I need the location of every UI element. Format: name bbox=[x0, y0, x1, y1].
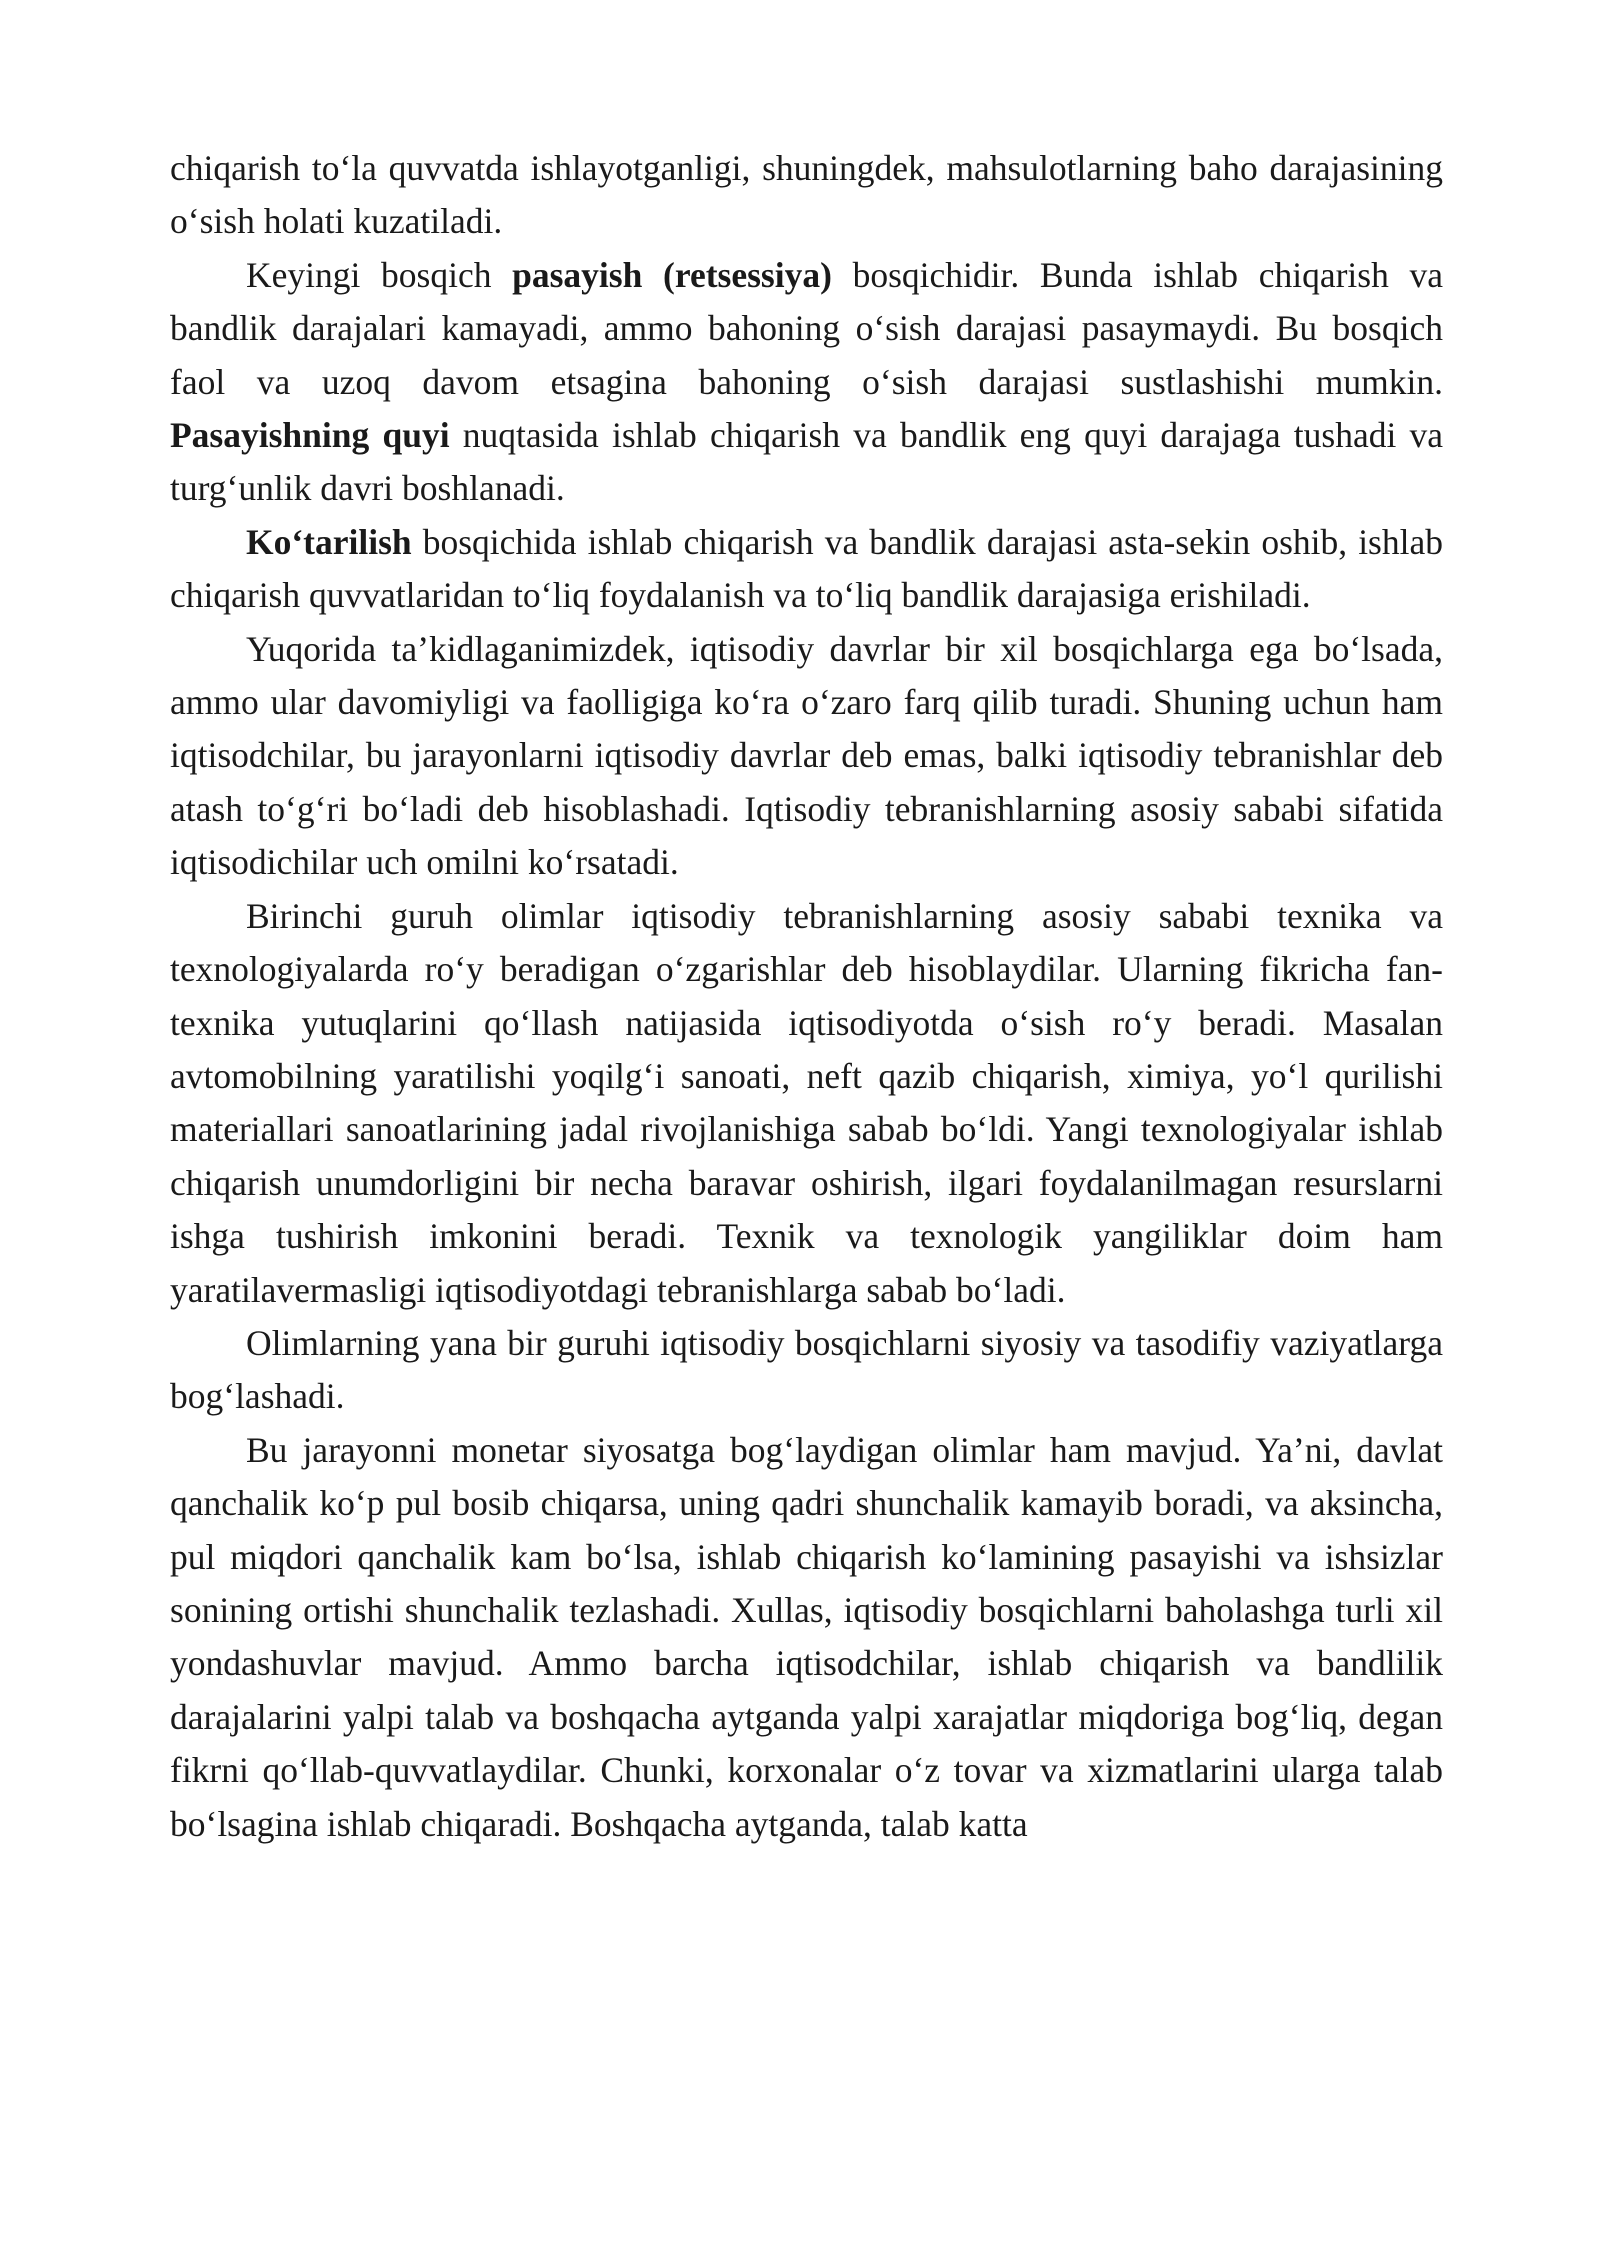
paragraph-economic-fluctuations: Yuqorida ta’kidlaganimizdek, iqtisodiy davrlar bir xil bosqichlarga ega bo‘lsada, ammo ular davomiyligi va faolligiga ko‘ra o‘zaro farq qilib turadi. Shuning uchun ham iqtisodchilar, bu jarayonlarni iqtisodiy davrlar deb emas, balki iqtisodiy tebranishlar deb atash to‘g‘ri bo‘ladi deb hisoblashadi. Iqtisodiy tebranishlarning asosiy sababi sifatida iqtisodichilar uch omilni ko‘rsatadi. bbox=[170, 628, 1443, 883]
paragraph-text: nuqtasida ishlab chiqarish va bandlik eng quyi darajaga tushadi va turg‘unlik davri boshlanadi. bbox=[170, 415, 1443, 509]
document-page bbox=[170, 142, 1443, 1851]
paragraph-monetary-cause: Bu jarayonni monetar siyosatga bog‘laydigan olimlar ham mavjud. Ya’ni, davlat qanchalik ko‘p pul bosib chiqarsa, uning qadri shunchalik kamayib boradi, va aksincha, pul miqdori qanchalik kam bo‘lsa, ishlab chiqarish ko‘lamining pasayishi va ishsizlar sonining ortishi shunchalik tezlashadi. Xullas, iqtisodiy bosqichlarni baholashga turli xil yondashuvlar mavjud. Ammo barcha iqtisodchilar, ishlab chiqarish va bandlilik darajalarini yalpi talab va boshqacha aytganda yalpi xarajatlar miqdoriga bog‘liq, degan fikrni qo‘llab-quvvatlaydilar. Chunki, korxonalar o‘z tovar va xizmatlarini ularga talab bo‘lsagina ishlab chiqaradi. Boshqacha aytganda, talab katta bbox=[170, 1429, 1443, 1844]
paragraph-text: Keyingi bosqich bbox=[246, 254, 513, 295]
paragraph-recession bbox=[170, 249, 1443, 516]
paragraph-text: bosqichidir. Bunda ishlab chiqarish va bandlik darajalari kamayadi, ammo bahoning o‘sish darajasi pasaymaydi. Bu bosqich faol va uzoq davom etsagina bahoning o‘sish darajasi sustlashishi mumkin. bbox=[170, 254, 1443, 402]
term-recession: pasayish (retsessiya) bbox=[512, 254, 832, 295]
paragraph-text: bosqichida ishlab chiqarish va bandlik darajasi asta-sekin oshib, ishlab chiqarish quvvatlaridan to‘liq foydalanish va to‘liq bandlik darajasiga erishiladi. bbox=[170, 521, 1443, 616]
paragraph-expansion bbox=[170, 516, 1443, 623]
paragraph-continuation: chiqarish to‘la quvvatda ishlayotganligi, shuningdek, mahsulotlarning baho darajasining o‘sish holati kuzatiladi. bbox=[170, 148, 1443, 242]
paragraph-technology-cause: Birinchi guruh olimlar iqtisodiy tebranishlarning asosiy sababi texnika va texnologiyalarda ro‘y beradigan o‘zgarishlar deb hisoblaydilar. Ularning fikricha fan-texnika yutuqlarini qo‘llash natijasida iqtisodiyotda o‘sish ro‘y beradi. Masalan avtomobilning yaratilishi yoqilg‘i sanoati, neft qazib chiqarish, ximiya, yo‘l qurilishi materiallari sanoatlarining jadal rivojlanishiga sabab bo‘ldi. Yangi texnologiyalar ishlab chiqarish unumdorligini bir necha baravar oshirish, ilgari foydalanilmagan resurslarni ishga tushirish imkonini beradi. Texnik va texnologik yangiliklar doim ham yaratilavermasligi iqtisodiyotdagi tebranishlarga sabab bo‘ladi. bbox=[170, 895, 1443, 1310]
term-recession-bottom: Pasayishning quyi bbox=[170, 415, 450, 456]
term-expansion: Ko‘tarilish bbox=[246, 521, 412, 562]
paragraph-political-cause: Olimlarning yana bir guruhi iqtisodiy bosqichlarni siyosiy va tasodifiy vaziyatlarga bog‘lashadi. bbox=[170, 1322, 1443, 1417]
